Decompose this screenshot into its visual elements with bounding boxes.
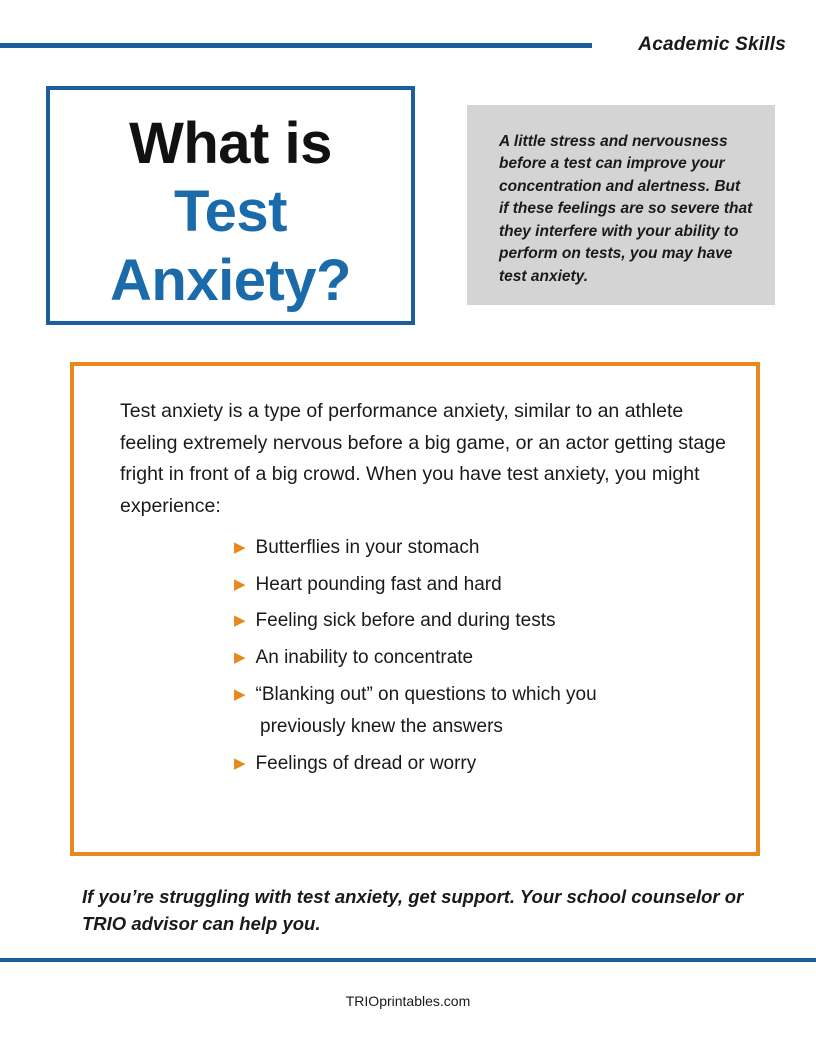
list-item [234, 573, 734, 598]
list-item [234, 609, 734, 634]
content-paragraph: Test anxiety is a type of performance anxiety, similar to an athlete feeling extremely nervous before a big game, or an actor getting stage fright in front of a big crowd. When you have test anxiety, you might experience: [120, 400, 726, 517]
title-line-2: Test [174, 179, 287, 245]
triangle-bullet-icon: ▶ [234, 685, 246, 703]
list-item-label: Feeling sick before and during tests [255, 610, 556, 632]
list-item-label: Butterflies in your stomach [255, 537, 480, 558]
title-line-1: What is [129, 111, 332, 176]
triangle-bullet-icon: ▶ [234, 575, 246, 593]
list-item [234, 646, 734, 671]
list-item-continuation: previously knew the answers [260, 716, 503, 738]
symptom-list [234, 536, 734, 789]
page-header [0, 34, 816, 56]
title-line-3: Anxiety? [110, 247, 351, 313]
list-item-label: An inability to concentrate [255, 647, 474, 669]
intro-callout [467, 105, 775, 305]
triangle-bullet-icon: ▶ [234, 755, 246, 773]
list-item-label: Heart pounding fast and hard [255, 573, 502, 595]
intro-callout-text: A little stress and nervousness before a test can improve your concentration and alertness. But if these feelings are so severe that they interfere with your ability to perform on tests, you may have test anxiety. [499, 133, 753, 285]
triangle-bullet-icon: ▶ [234, 612, 246, 630]
triangle-bullet-icon: ▶ [234, 649, 246, 667]
title-box [46, 86, 415, 325]
closing-note: If you’re struggling with test anxiety, get support. Your school counselor or TRIO advisor can help you. [82, 886, 744, 934]
list-item [234, 536, 734, 561]
footer-rule [0, 958, 816, 962]
header-rule [0, 43, 592, 48]
list-item-label: “Blanking out” on questions to which you [255, 683, 597, 705]
title-box-inner [50, 110, 411, 315]
triangle-bullet-icon: ▶ [234, 539, 246, 556]
footer-site-label: TRIOprintables.com [345, 993, 471, 1009]
list-item [234, 683, 734, 708]
header-title: Academic Skills [638, 34, 786, 55]
content-box [70, 362, 760, 856]
list-item [234, 752, 734, 777]
list-item-label: Feelings of dread or worry [255, 753, 477, 775]
